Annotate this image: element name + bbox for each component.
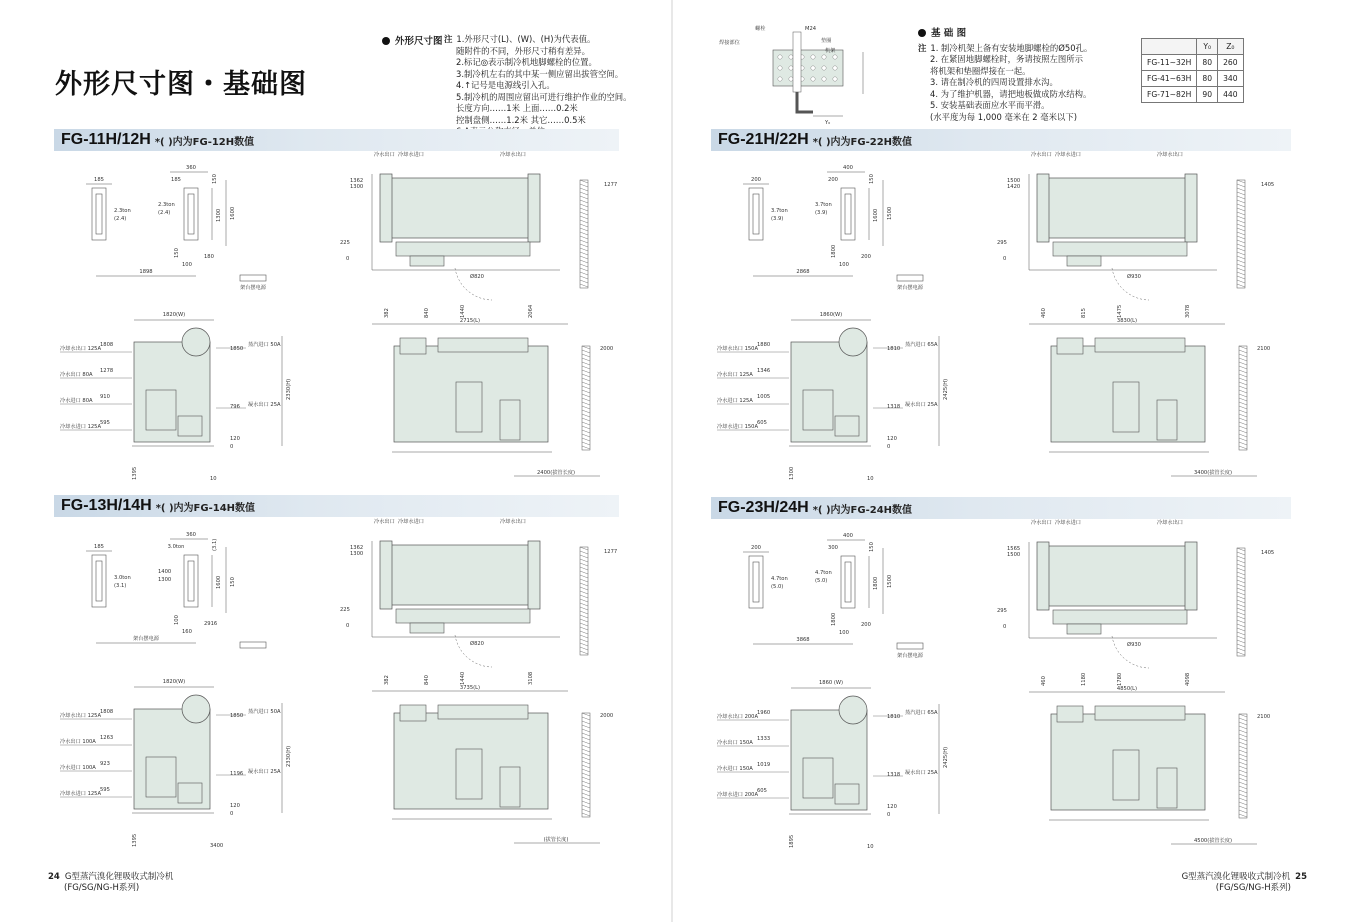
page-number: 24 xyxy=(48,872,60,882)
dimension-label: 1780 xyxy=(1117,672,1123,686)
dimension-label: 1850 xyxy=(230,713,244,719)
dimension-label: 1440 xyxy=(460,304,466,318)
section-note: *( )内为FG-22H数值 xyxy=(812,136,913,148)
dimension-label: 1395 xyxy=(132,833,138,847)
dimension-label: 605 xyxy=(757,420,767,426)
dimension-label: 1860(W) xyxy=(819,312,843,318)
dimension-label: 595 xyxy=(100,787,110,793)
dimension-label: 3735(L) xyxy=(459,685,481,691)
section-note: *( )内为FG-14H数值 xyxy=(155,502,256,514)
dimension-label: 蒸汽进口 50A xyxy=(248,342,281,348)
dimension-label: 凝水出口 25A xyxy=(905,402,938,408)
dimension-label: 冷却水出口 xyxy=(500,519,526,525)
dimension-label: 3.0ton xyxy=(167,544,185,550)
dimension-label: 1500 xyxy=(1007,552,1021,558)
dimension-label: 2916 xyxy=(204,621,218,627)
table-cell: 90 xyxy=(1197,87,1218,103)
dimension-label: 300 xyxy=(828,545,838,551)
page-number: 25 xyxy=(1295,872,1307,882)
dimension-label: 冷水进口 100A xyxy=(60,765,96,771)
dimension-label: 冷水出口 100A xyxy=(60,739,96,745)
dimension-label: 180 xyxy=(204,254,214,260)
dimension-label: (3.9) xyxy=(771,216,784,222)
dimension-label: 冷水进口 150A xyxy=(717,766,753,772)
dimension-label: 1600 xyxy=(216,575,222,589)
dimension-label: 1300 xyxy=(350,551,364,557)
dimension-label: 1300 xyxy=(789,466,795,480)
dimension-label: (3.9) xyxy=(815,210,828,216)
dimension-label: 4.7ton xyxy=(815,570,832,576)
dimension-label: Ø930 xyxy=(1127,274,1141,280)
dimension-label: 2400(拔管长度) xyxy=(537,470,575,476)
note-line: 1.外形尺寸(L)、(W)、(H)为代表值。 xyxy=(456,34,596,44)
dimension-label: 1880 xyxy=(757,342,771,348)
table-cell: 80 xyxy=(1197,71,1218,87)
dimension-label: 1005 xyxy=(757,394,771,400)
dimension-label: (5.0) xyxy=(815,578,828,584)
dimension-label: 1500 xyxy=(1007,178,1021,184)
dimension-label: 815 xyxy=(1081,308,1087,318)
dimension-label: 225 xyxy=(340,607,350,613)
dimension-label: 冷却水进口 150A xyxy=(717,424,759,430)
dimension-label: 120 xyxy=(230,803,240,809)
dimension-label: 冷却水出口 200A xyxy=(717,714,759,720)
table-row xyxy=(1142,55,1244,71)
table-cell: FG-11~32H xyxy=(1142,55,1197,71)
table-header: Z₀ xyxy=(1218,39,1244,55)
dimension-label: 冷却水进口 xyxy=(1055,520,1081,526)
section-model: FG-13H/14H xyxy=(61,497,152,514)
bullet-icon xyxy=(918,29,926,37)
dimension-label: 冷水出口 xyxy=(1031,152,1052,158)
dimension-label: 1318 xyxy=(887,772,901,778)
note-line: 5. 安装基础表面应水平而平滑。 xyxy=(930,100,1050,110)
section-band-fg21 xyxy=(711,129,1291,151)
dimension-label: 400 xyxy=(843,165,853,171)
notes-zhu: 注 xyxy=(918,42,927,53)
dimension-label: 架台摆电源 xyxy=(897,653,923,659)
dimension-label: 1362 xyxy=(350,545,364,551)
notes-heading: 外形尺寸图 xyxy=(395,36,443,47)
dimension-label: 185 xyxy=(94,544,104,550)
section-model: FG-11H/12H xyxy=(61,131,151,148)
dimension-label: 1405 xyxy=(1261,182,1275,188)
dimension-label: 1820(W) xyxy=(162,679,186,685)
footer-series: (FG/SG/NG-H系列) xyxy=(64,883,140,893)
dimension-label: 595 xyxy=(100,420,110,426)
dimension-label: 1850 xyxy=(230,346,244,352)
note-line: 5.制冷机的周围应留出可进行维护作业的空间。 xyxy=(456,91,632,102)
section-band-fg13 xyxy=(54,495,619,517)
notes-zhu: 注 xyxy=(444,34,453,44)
section-note: *( )内为FG-24H数值 xyxy=(812,504,913,516)
dimension-label: 2425(H) xyxy=(943,746,949,768)
dimension-label: 1500 xyxy=(887,206,893,220)
dimension-label: 100 xyxy=(839,630,849,636)
dimension-label: 460 xyxy=(1041,308,1047,318)
dimension-label: 冷却水出口 xyxy=(1157,152,1183,158)
dimension-label: 100 xyxy=(174,615,180,625)
dimension-label: 150 xyxy=(212,174,218,184)
dimension-label: 蒸汽进口 50A xyxy=(248,709,281,715)
dimension-label: 冷水出口 80A xyxy=(60,372,93,378)
dimension-label: 910 xyxy=(100,394,110,400)
dimension-label: 1019 xyxy=(757,762,771,768)
dimension-label: 1810 xyxy=(887,714,901,720)
dimension-label: 1420 xyxy=(1007,184,1021,190)
dimension-label: 1600 xyxy=(873,208,879,222)
dimension-label: 1277 xyxy=(604,182,618,188)
bullet-icon xyxy=(382,37,390,45)
dimension-label: 螺栓 xyxy=(755,26,766,32)
dimension-label: Ø930 xyxy=(1127,642,1141,648)
dimension-label: 1500 xyxy=(887,574,893,588)
dimension-label: 冷水出口 xyxy=(374,152,395,158)
dimension-label: 1960 xyxy=(757,710,771,716)
dimension-label: 0 xyxy=(346,256,350,262)
dimension-label: 2.3ton xyxy=(114,208,131,214)
schematic-drawing xyxy=(0,150,672,485)
dimension-label: 1333 xyxy=(757,736,771,742)
dimension-label: 360 xyxy=(186,165,196,171)
schematic-drawing xyxy=(0,517,672,867)
dimension-label: 2064 xyxy=(528,304,534,318)
dimension-label: 蒸汽进口 65A xyxy=(905,342,938,348)
table-cell: 80 xyxy=(1197,55,1218,71)
section-band-fg23 xyxy=(711,497,1291,519)
dimension-label: 295 xyxy=(997,608,1007,614)
dimension-label: 冷水出口 125A xyxy=(717,372,753,378)
dimension-label: 2868 xyxy=(796,269,810,275)
footer-title: G型蒸汽溴化锂吸收式制冷机 xyxy=(1181,872,1291,882)
dimension-label: 150 xyxy=(869,542,875,552)
dimension-label: 10 xyxy=(867,476,874,482)
dimension-label: 0 xyxy=(346,623,350,629)
dimension-label: 3868 xyxy=(796,637,810,643)
dimension-label: 185 xyxy=(171,177,181,183)
dimension-label: 冷水出口 xyxy=(374,519,395,525)
dimension-label: 冷却水进口 125A xyxy=(60,791,102,797)
schematic-drawing xyxy=(657,518,1329,868)
dimension-label: 1277 xyxy=(604,549,618,555)
dimension-label: 冷却水进口 xyxy=(398,519,424,525)
dimension-label: 2425(H) xyxy=(943,378,949,400)
dimension-label: 1800 xyxy=(873,576,879,590)
dimension-label: 冷水出口 xyxy=(1031,520,1052,526)
dimension-label: 120 xyxy=(230,436,240,442)
note-line: 控制盘侧……1.2米 其它……0.5米 xyxy=(456,114,586,125)
footer xyxy=(1182,872,1307,894)
note-line: 3. 请在制冷机的四周设置排水沟。 xyxy=(930,77,1058,87)
dimension-label: 3108 xyxy=(528,671,534,685)
dimension-label: (5.0) xyxy=(771,584,784,590)
table-row xyxy=(1142,87,1244,103)
note-line: 长度方向……1米 上面……0.2米 xyxy=(456,103,578,113)
dimension-label: 3078 xyxy=(1185,304,1191,318)
dimension-label: 1362 xyxy=(350,178,364,184)
dimension-label: 冷水出口 150A xyxy=(717,740,753,746)
dimension-label: 垫圈 xyxy=(821,38,832,44)
dimension-label: (2.4) xyxy=(114,216,127,222)
footer-title: G型蒸汽溴化锂吸收式制冷机 xyxy=(64,872,174,882)
table-header xyxy=(1142,39,1197,55)
note-line: 2. 在紧固地脚螺栓时，务请按照左图所示 xyxy=(930,54,1084,64)
dimension-label: 185 xyxy=(94,177,104,183)
foundation-notes xyxy=(918,28,1168,123)
dimension-label: 冷水进口 80A xyxy=(60,398,93,404)
dimension-label: 200 xyxy=(751,177,761,183)
dimension-label: 2100 xyxy=(1257,346,1271,352)
dimension-label: 冷水进口 125A xyxy=(717,398,753,404)
dimension-label: 3830(L) xyxy=(1116,318,1138,324)
dimension-label: 架台摆电源 xyxy=(133,636,159,642)
table-cell: 260 xyxy=(1218,55,1244,71)
dimension-label: 460 xyxy=(1041,676,1047,686)
dimension-label: 1808 xyxy=(100,709,114,715)
dimension-label: 1898 xyxy=(139,269,153,275)
dimension-label: (2.4) xyxy=(158,210,171,216)
page-title: 外形尺寸图・基础图 xyxy=(55,69,307,100)
footer xyxy=(48,872,173,894)
dimension-label: 1395 xyxy=(132,466,138,480)
note-line: 4.↑记号是电源线引入孔。 xyxy=(456,80,555,90)
note-line: 将机架和垫圈焊接在一起。 xyxy=(930,65,1031,76)
note-line: 1. 制冷机架上备有安装地脚螺栓的Ø50孔。 xyxy=(930,42,1093,53)
footer-series: (FG/SG/NG-H系列) xyxy=(1215,883,1291,893)
diagram-fg13 xyxy=(0,517,672,867)
dimension-label: 蒸汽进口 65A xyxy=(905,710,938,716)
note-line: 4. 为了维护机器，请把地板做成防水结构。 xyxy=(930,88,1092,99)
note-line: 随附件的不同，外形尺寸稍有差异。 xyxy=(456,45,590,56)
dimension-label: 2330(H) xyxy=(286,745,292,767)
dimension-label: 225 xyxy=(340,240,350,246)
table-cell: 340 xyxy=(1218,71,1244,87)
dimension-label: 840 xyxy=(424,675,430,685)
dimension-label: 1318 xyxy=(887,404,901,410)
dimension-label: 冷却水出口 xyxy=(1157,520,1183,526)
dimension-label: 冷却水出口 xyxy=(500,152,526,158)
dimension-label: 1180 xyxy=(1081,672,1087,686)
foundation-detail-drawing xyxy=(713,22,903,127)
section-model: FG-23H/24H xyxy=(718,499,809,516)
dimension-label: 1565 xyxy=(1007,546,1021,552)
dimension-label: 1810 xyxy=(887,346,901,352)
dimension-label: 1300 xyxy=(216,208,222,222)
diagram-fg11 xyxy=(0,150,672,485)
dimension-label: 凝水出口 25A xyxy=(248,402,281,408)
dimension-label: 4850(L) xyxy=(1116,686,1138,692)
dimension-label: Y₀ xyxy=(825,120,831,126)
dimension-label: 382 xyxy=(384,675,390,685)
dimension-label: 382 xyxy=(384,308,390,318)
section-band-fg11 xyxy=(54,129,619,151)
dimension-label: 840 xyxy=(424,308,430,318)
section-model: FG-21H/22H xyxy=(718,131,809,148)
dimension-label: (3.1) xyxy=(212,538,218,551)
dimension-label: 0 xyxy=(887,812,891,818)
dimension-label: 0 xyxy=(1003,624,1007,630)
table-cell: FG-71~82H xyxy=(1142,87,1197,103)
note-line: 2.标记◎表示制冷机地脚螺栓的位置。 xyxy=(456,57,597,67)
right-page xyxy=(673,0,1345,922)
dimension-label: 0 xyxy=(230,811,234,817)
dimension-label: 0 xyxy=(1003,256,1007,262)
dimension-label: 100 xyxy=(839,262,849,268)
dimension-label: 4.7ton xyxy=(771,576,788,582)
dimension-label: 2000 xyxy=(600,713,614,719)
dimension-label: 3.7ton xyxy=(815,202,832,208)
dimension-label: 120 xyxy=(887,804,897,810)
dimension-label: 1800 xyxy=(831,244,837,258)
dimension-label: 1405 xyxy=(1261,550,1275,556)
dimension-label: 2000 xyxy=(600,346,614,352)
dimension-label: Ø820 xyxy=(470,641,484,647)
schematic-drawing xyxy=(657,150,1329,490)
dimension-label: 295 xyxy=(997,240,1007,246)
dimension-label: 冷却水出口 125A xyxy=(60,713,102,719)
table-header: Y₀ xyxy=(1197,39,1218,55)
dimension-label: 200 xyxy=(861,622,871,628)
dimension-label: 1346 xyxy=(757,368,771,374)
dimension-label: 150 xyxy=(174,248,180,258)
dimension-label: 150 xyxy=(869,174,875,184)
dimension-label: 1300 xyxy=(350,184,364,190)
dimension-label: 3400(拔管长度) xyxy=(1194,470,1232,476)
notes-heading: 基 础 图 xyxy=(931,28,967,39)
dimension-label: 4500(拔管长度) xyxy=(1194,838,1232,844)
dimension-label: 605 xyxy=(757,788,767,794)
dimension-label: 2715(L) xyxy=(459,318,481,324)
dimension-label: 160 xyxy=(182,629,192,635)
dimension-label: 2100 xyxy=(1257,714,1271,720)
dimension-label: 1196 xyxy=(230,771,244,777)
dimension-label: 1400 xyxy=(158,569,172,575)
dimension-label: 冷却水出口 125A xyxy=(60,346,102,352)
dimension-label: 1895 xyxy=(789,834,795,848)
diagram-fg21 xyxy=(657,150,1329,490)
dimension-label: 796 xyxy=(230,404,240,410)
dimension-label: 冷却水进口 xyxy=(1055,152,1081,158)
dimension-label: 200 xyxy=(861,254,871,260)
dimension-label: 凝水出口 25A xyxy=(905,770,938,776)
dimension-label: 1263 xyxy=(100,735,114,741)
dimension-label: 焊接部位 xyxy=(719,40,740,46)
dimension-label: Ø820 xyxy=(470,274,484,280)
diagram-fg23 xyxy=(657,518,1329,868)
dimension-label: 1300 xyxy=(158,577,172,583)
dimension-label: 冷却水进口 200A xyxy=(717,792,759,798)
dimension-label: 架台摆电源 xyxy=(240,285,266,291)
dimension-label: 1278 xyxy=(100,368,114,374)
table-cell: 440 xyxy=(1218,87,1244,103)
dimension-label: 1600 xyxy=(230,206,236,220)
dimension-label: (拔管长度) xyxy=(543,837,569,843)
left-page xyxy=(0,0,672,922)
dimension-label: 1475 xyxy=(1117,304,1123,318)
dimension-label: (3.1) xyxy=(114,583,127,589)
dimension-label: M24 xyxy=(805,26,817,32)
dimension-label: 100 xyxy=(182,262,192,268)
dimension-label: 3.0ton xyxy=(114,575,131,581)
foundation-bolt-table xyxy=(1141,38,1244,103)
dimension-label: 120 xyxy=(887,436,897,442)
section-note: *( )内为FG-12H数值 xyxy=(154,136,255,148)
dimension-label: 400 xyxy=(843,533,853,539)
dimension-label: 机架 xyxy=(825,48,836,54)
table-cell: FG-41~63H xyxy=(1142,71,1197,87)
dimension-label: 冷却水出口 150A xyxy=(717,346,759,352)
dimension-label: 2.3ton xyxy=(158,202,175,208)
dimension-label: 1860 (W) xyxy=(818,680,844,686)
dimension-label: 200 xyxy=(828,177,838,183)
dimension-label: 10 xyxy=(867,844,874,850)
dimension-label: 923 xyxy=(100,761,110,767)
dimension-label: 3.7ton xyxy=(771,208,788,214)
dimension-label: 1800 xyxy=(831,612,837,626)
dimension-label: 冷却水进口 xyxy=(398,152,424,158)
dimension-label: 3400 xyxy=(210,843,224,849)
dimension-label: 架台摆电源 xyxy=(897,285,923,291)
dimension-label: 150 xyxy=(230,577,236,587)
dimension-label: 2330(H) xyxy=(286,378,292,400)
note-line: (水平度为每 1,000 毫米在 2 毫米以下) xyxy=(930,111,1077,122)
dimension-label: 200 xyxy=(751,545,761,551)
dimension-label: 4098 xyxy=(1185,672,1191,686)
dimension-label: 1808 xyxy=(100,342,114,348)
dimension-label: 0 xyxy=(230,444,234,450)
dimension-label: 冷却水进口 125A xyxy=(60,424,102,430)
table-row xyxy=(1142,71,1244,87)
foundation-detail-svg xyxy=(713,22,903,127)
dimension-label: 1820(W) xyxy=(162,312,186,318)
dimension-label: 10 xyxy=(210,476,217,482)
note-line: 3.制冷机左右的其中某一侧应留出拔管空间。 xyxy=(456,68,624,79)
dimension-label: 凝水出口 25A xyxy=(248,769,281,775)
dimension-label: 360 xyxy=(186,532,196,538)
dimension-label: 0 xyxy=(887,444,891,450)
dimension-label: 1440 xyxy=(460,671,466,685)
